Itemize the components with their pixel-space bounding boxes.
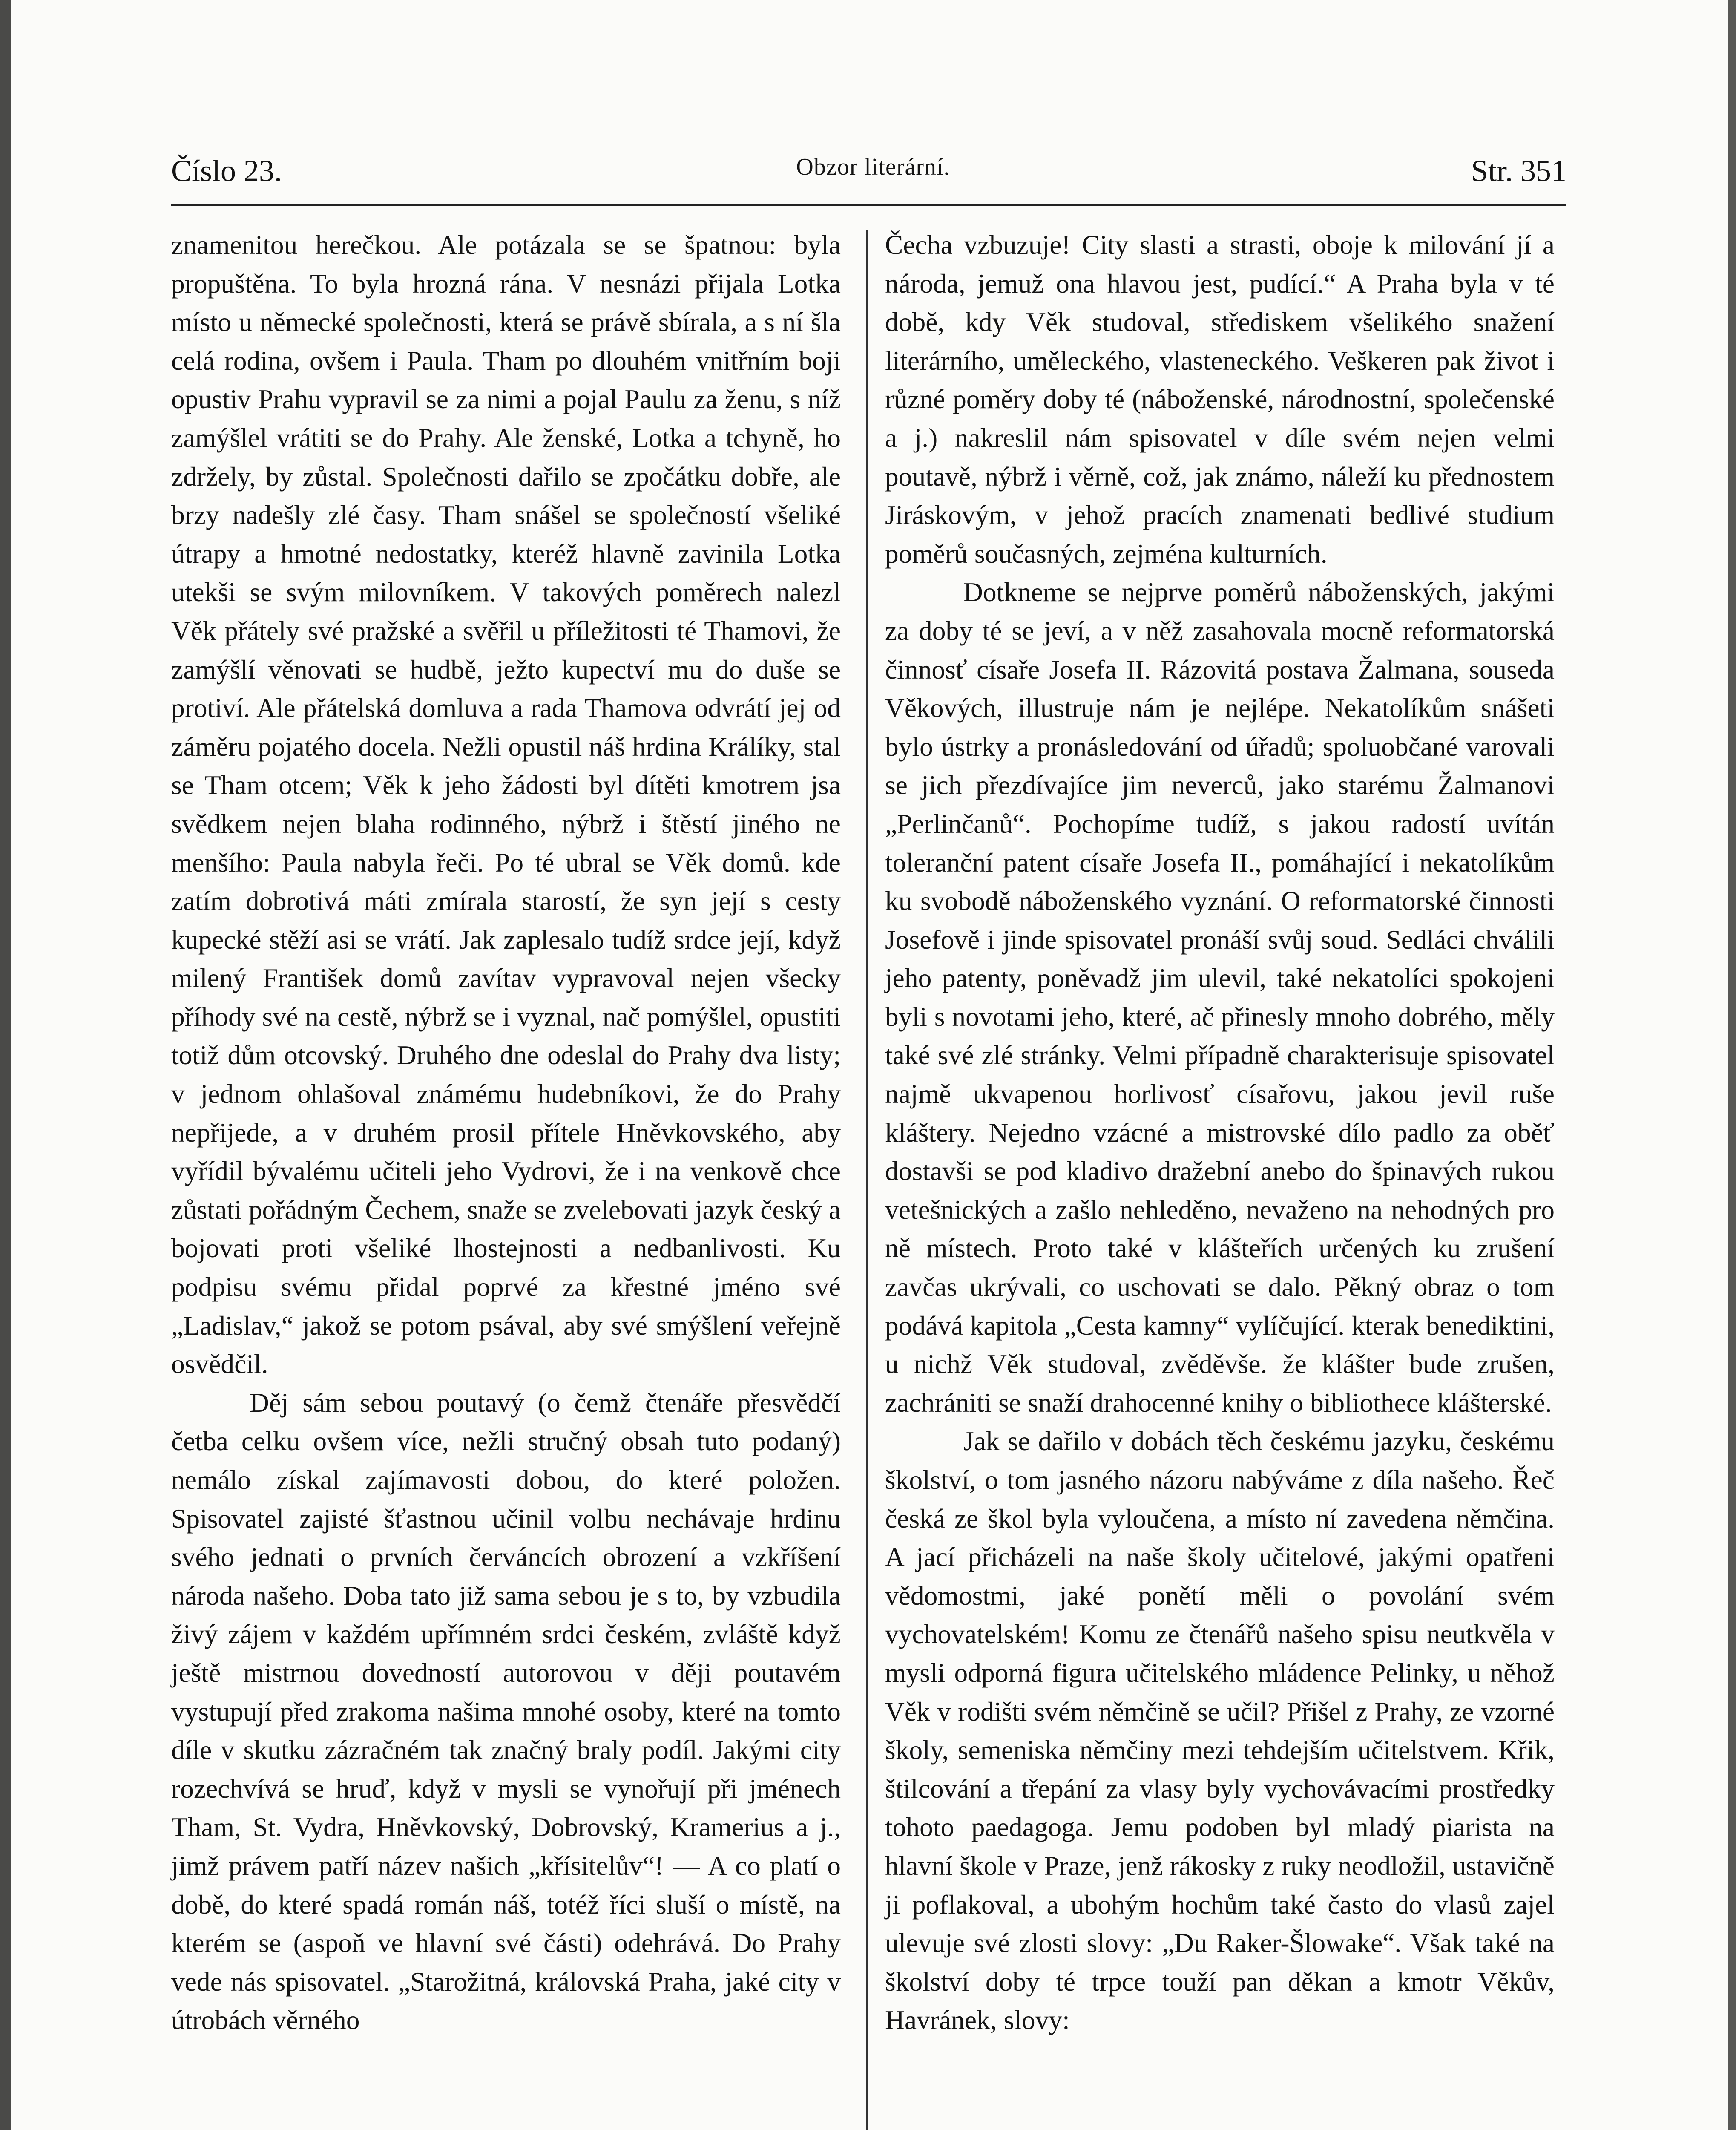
scan-right-edge: [1728, 0, 1736, 2130]
paragraph: znamenitou herečkou. Ale potázala se se špatnou: byla propuštěna. To byla hrozná rána. V nesnázi přijala Lotka místo u německé společnosti, která se právě sbírala, a s ní šla celá rodina, ovšem i Paula. Tham po dlouhém vnitřním boji opustiv Prahu vypravil se za nimi a pojal Paulu za ženu, s níž zamýšlel vrátiti se do Prahy. Ale ženské, Lotka a tchyně, ho zdržely, by zůstal. Společnosti dařilo se zpočátku dobře, ale brzy nadešly zlé časy. Tham snášel se společností všeliké útrapy a hmotné nedostatky, kteréž hlavně zavinila Lotka utekši se svým milovníkem. V takových poměrech nalezl Věk přátely své pražské a svěřil u příležitosti té Thamovi, že zamýšlí věnovati se hudbě, ježto kupectví mu do duše se protiví. Ale přátelská domluva a rada Thamova odvrátí jej od záměru pojatého docela. Nežli opustil náš hrdina Králíky, stal se Tham otcem; Věk k jeho žádosti byl dítěti kmotrem jsa svědkem nejen blaha rodinného, nýbrž i štěstí jiného ne menšího: Paula nabyla řeči. Po té ubral se Věk domů. kde zatím dobrotivá máti zmírala starostí, že syn její s cesty kupecké stěží asi se vrátí. Jak zaplesalo tudíž srdce její, když milený František domů zavítav vypravoval nejen všecky příhody své na cestě, nýbrž se i vyznal, nač pomýšlel, opustiti totiž dům otcovský. Druhého dne odeslal do Prahy dva listy; v jednom ohlašoval známému hudebníkovi, že do Prahy nepřijede, a v druhém prosil přítele Hněvkovského, aby vyřídil bývalému učiteli jeho Vydrovi, že i na venkově chce zůstati pořádným Čechem, snaže se zvelebovati jazyk český a bojovati proti všeliké lhostejnosti a nedbanlivosti. Ku podpisu svému přidal poprvé za křestné jméno své „Ladislav,“ jakož se potom psával, aby své smýšlení veřejně osvědčil.: [171, 230, 841, 1379]
paragraph: Jak se dařilo v dobách těch českému jazyku, českému školství, o tom jasného názoru nabýváme z díla našeho. Řeč česká ze škol byla vyloučena, a místo ní zavedena němčina. A jací přicházeli na naše školy učitelové, jakými opatřeni vědomostmi, jaké ponětí měli o povolání svém vychovatelském! Komu ze čtenářů našeho spisu neutkvěla v mysli odporná figura učitelského mládence Pelinky, u něhož Věk v rodišti svém němčině se učil? Přišel z Prahy, ze vzorné školy, semeniska němčiny mezi tehdejším učitelstvem. Křik, štilcování a třepání za vlasy byly vychovávacími prostředky tohoto paedagoga. Jemu podoben byl mladý piarista na hlavní škole v Praze, jenž rákosky z ruky neodložil, ustavičně ji poflakoval, a ubohým hochům také často do vlasů zajel ulevuje své zlosti slovy: „Du Raker-Šlowake“. Však také na školství doby té trpce touží pan děkan a kmotr Věkův, Havránek, slovy:: [885, 1426, 1555, 2035]
header-rule: [171, 204, 1566, 206]
right-column: [885, 226, 1555, 2040]
scan-left-edge: [0, 0, 11, 2130]
running-title: Obzor literární.: [796, 154, 950, 180]
page-number: Str. 351: [1471, 154, 1566, 188]
paragraph: Dotkneme se nejprve poměrů náboženských, jakými za doby té se jeví, a v něž zasahovala mocně reformatorská činnosť císaře Josefa II. Rázovitá postava Žalmana, souseda Věkových, illustruje nám je nejlépe. Nekatolíkům snášeti bylo ústrky a pronásledování od úřadů; spoluobčané varovali se jich přezdívajíce jim neverců, jako starému Žalmanovi „Perlinčanů“. Pochopíme tudíž, s jakou radostí uvítán toleranční patent císaře Josefa II., pomáhající i nekatolíkům ku svobodě náboženského vyznání. O reformatorské činnosti Josefově i jinde spisovatel pronáší svůj soud. Sedláci chválili jeho patenty, poněvadž jim ulevil, také nekatolíci spokojeni byli s novotami jeho, které, ač přinesly mnoho dobrého, měly také své zlé stránky. Velmi případně charakterisuje spisovatel najmě ukvapenou horlivosť císařovu, jakou jevil ruše kláštery. Nejedno vzácné a mistrovské dílo padlo za oběť dostavši se pod kladivo dražební anebo do špinavých rukou vetešnických a zašlo nehleděno, nevaženo na nehodných pro ně místech. Proto také v klášteřích určených ku zrušení zavčas ukrývali, co uschovati se dalo. Pěkný obraz o tom podává kapitola „Cesta kamny“ vylíčující. kterak benediktini, u nichž Věk studoval, zvěděvše. že klášter bude zrušen, zachrániti se snaží drahocenné knihy o bibliothece klášterské.: [885, 577, 1555, 1418]
issue-number: Číslo 23.: [171, 154, 282, 188]
left-column: [171, 226, 841, 2040]
paragraph: Čecha vzbuzuje! City slasti a strasti, oboje k milování jí a národa, jemuž ona hlavou jest, pudící.“ A Praha byla v té době, kdy Věk studoval, střediskem všelikého snažení literárního, uměleckého, vlasteneckého. Veškeren pak život i různé poměry doby té (náboženské, národnostní, společenské a j.) nakreslil nám spisovatel v díle svém nejen velmi poutavě, nýbrž i věrně, což, jak známo, náleží ku přednostem Jiráskovým, v jehož pracích znamenati bedlivé studium poměrů současných, zejména kulturních.: [885, 230, 1555, 569]
paragraph: Děj sám sebou poutavý (o čemž čtenáře přesvědčí četba celku ovšem více, nežli stručný obsah tuto podaný) nemálo získal zajímavosti dobou, do které položen. Spisovatel zajisté šťastnou učinil volbu nechávaje hrdinu svého jednati o prvních červáncích obrození a vzkříšení národa našeho. Doba tato již sama sebou je s to, by vzbudila živý zájem v každém upřímném srdci českém, zvláště když ještě mistrnou dovedností autorovou v ději poutavém vystupují před zrakoma našima mnohé osoby, které na tomto díle v skutku zázračném tak značný braly podíl. Jakými city rozechvívá se hruď, když v mysli se vynořují při jménech Tham, St. Vydra, Hněvkovský, Dobrovský, Kramerius a j., jimž právem patří název našich „křísitelův“! — A co platí o době, do které spadá román náš, totéž říci sluší o místě, na kterém se (aspoň ve hlavní své části) odehrává. Do Prahy vede nás spisovatel. „Starožitná, královská Praha, jaké city v útrobách věrného: [171, 1387, 841, 2035]
column-divider: [866, 230, 868, 2130]
